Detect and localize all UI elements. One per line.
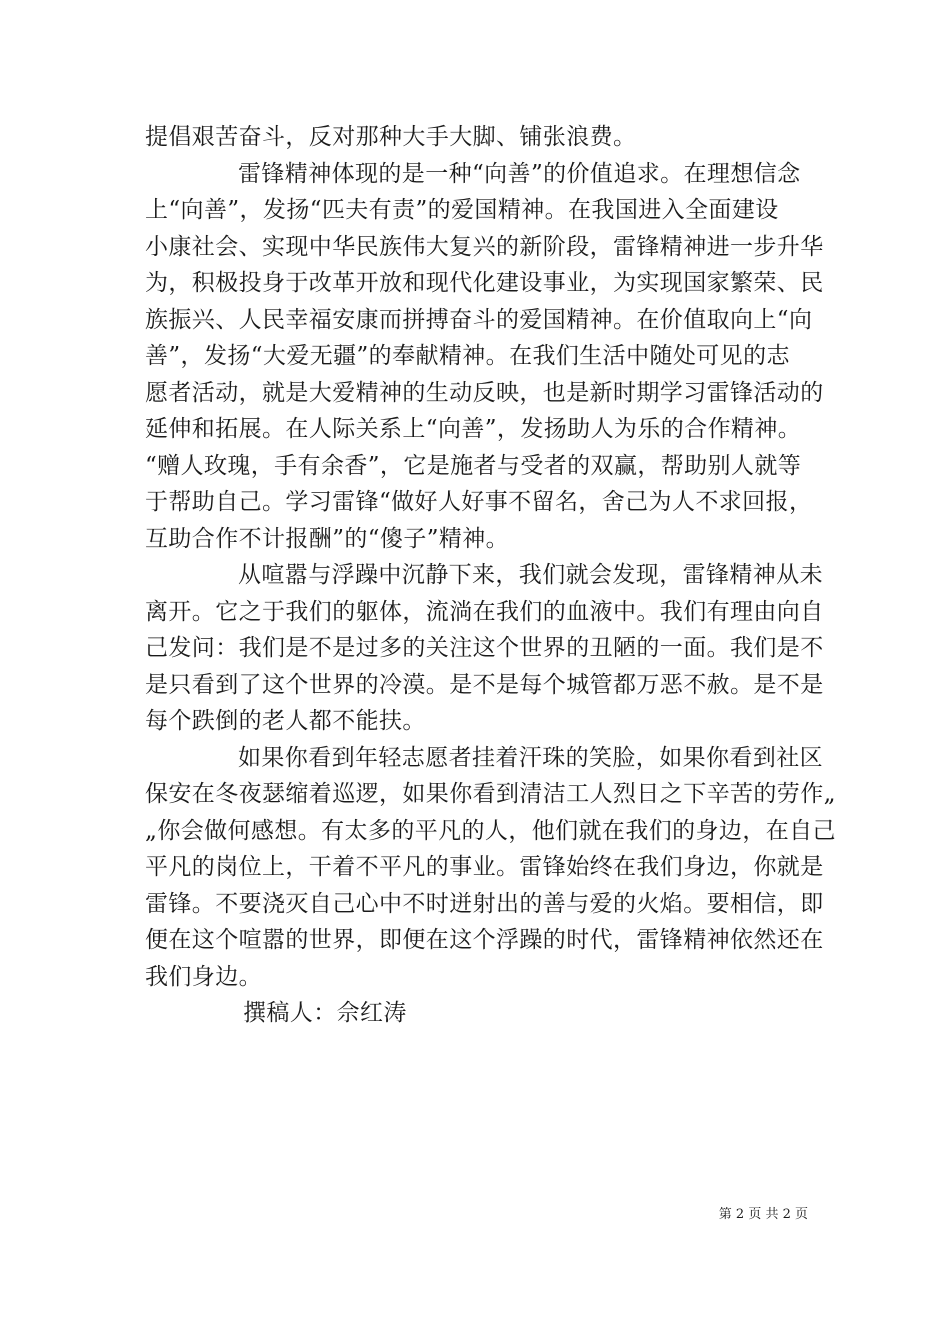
text-line: 如果你看到年轻志愿者挂着汗珠的笑脸，如果你看到社区 bbox=[238, 744, 823, 771]
text-line: 每个跌倒的老人都不能扶。 bbox=[145, 708, 426, 734]
text-line: 小康社会、实现中华民族伟大复兴的新阶段，雷锋精神进一步升华 bbox=[145, 233, 824, 260]
text-line: 为，积极投身于改革开放和现代化建设事业，为实现国家繁荣、民 bbox=[145, 270, 824, 296]
text-line: 延伸和拓展。在人际关系上“向善”，发扬助人为乐的合作精神。 bbox=[145, 416, 802, 442]
text-line: 保安在冬夜瑟缩着巡逻，如果你看到清洁工人烈日之下辛苦的劳作„ bbox=[145, 781, 836, 807]
page-footer: 第 2 页 共 2 页 bbox=[718, 1207, 808, 1222]
text-line: 雷锋精神体现的是一种“向善”的价值追求。在理想信念 bbox=[238, 160, 801, 187]
text-line: „你会做何感想。有太多的平凡的人，他们就在我们的身边，在自己 bbox=[145, 817, 836, 844]
text-line: 提倡艰苦奋斗，反对那种大手大脚、铺张浪费。 bbox=[145, 124, 637, 150]
text-line: “赠人玫瑰，手有余香”，它是施者与受者的双赢，帮助别人就等 bbox=[145, 452, 802, 479]
text-line: 我们身边。 bbox=[145, 963, 262, 990]
text-line: 于帮助自己。学习雷锋“做好人好事不留名，舍己为人不求回报， bbox=[145, 489, 813, 515]
text-line: 互助合作不计报酬”的“傻子”精神。 bbox=[145, 525, 510, 552]
paragraph bbox=[145, 119, 810, 156]
text-line: 是只看到了这个世界的冷漠。是不是每个城管都万恶不赦。是不是 bbox=[145, 671, 824, 698]
paragraph bbox=[145, 557, 824, 740]
text-line: 愿者活动，就是大爱精神的生动反映，也是新时期学习雷锋活动的 bbox=[145, 379, 824, 406]
text-line: 上“向善”，发扬“匹夫有责”的爱国精神。在我国进入全面建设 bbox=[145, 197, 779, 223]
text-line: 从喧嚣与浮躁中沉静下来，我们就会发现，雷锋精神从未 bbox=[238, 562, 823, 588]
text-line: 离开。它之于我们的躯体，流淌在我们的血液中。我们有理由向自 bbox=[145, 598, 824, 625]
text-line: 便在这个喧嚣的世界，即便在这个浮躁的时代，雷锋精神依然还在 bbox=[145, 927, 824, 953]
text-line: 族振兴、人民幸福安康而拼搏奋斗的爱国精神。在价值取向上“向 bbox=[145, 306, 813, 333]
paragraph bbox=[145, 740, 836, 996]
text-line: 雷锋。不要浇灭自己心中不时迸射出的善与爱的火焰。要相信，即 bbox=[145, 890, 824, 917]
text-line: 己发问：我们是不是过多的关注这个世界的丑陋的一面。我们是不 bbox=[145, 635, 824, 661]
author-line: 撰稿人：佘红涛 bbox=[243, 1000, 407, 1026]
paragraph bbox=[145, 156, 824, 558]
text-line: 平凡的岗位上，干着不平凡的事业。雷锋始终在我们身边，你就是 bbox=[145, 854, 824, 880]
text-line: 善”，发扬“大爱无疆”的奉献精神。在我们生活中随处可见的志 bbox=[145, 343, 790, 369]
article-body bbox=[145, 119, 836, 1032]
